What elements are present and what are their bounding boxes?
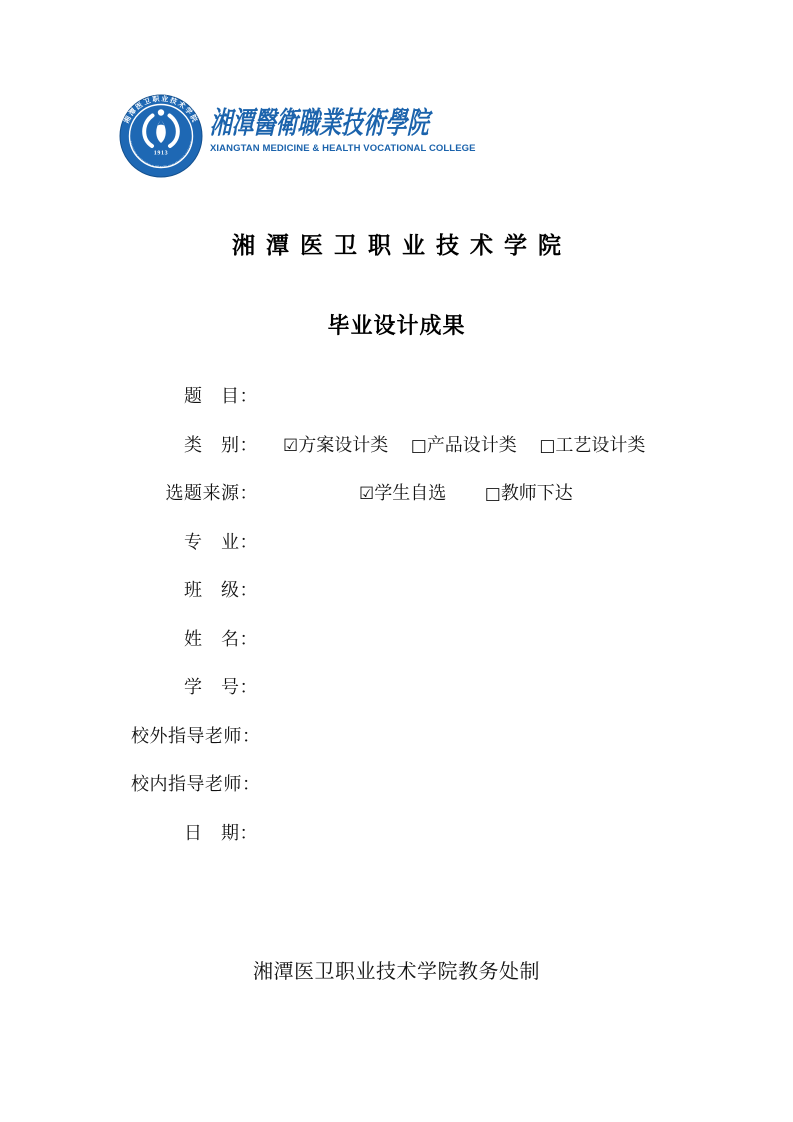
field-category-options xyxy=(283,431,691,457)
option-product-design-label: 产品设计类 xyxy=(426,434,517,455)
field-major xyxy=(131,517,691,566)
field-topic-source-label: 选题来源： xyxy=(165,483,258,504)
field-internal-advisor-label: 校内指导老师： xyxy=(131,774,261,795)
field-date-label: 日 期： xyxy=(184,822,258,843)
option-student-selected-label: 学生自选 xyxy=(374,483,447,504)
field-category-label: 类 别： xyxy=(184,434,258,455)
college-seal-icon xyxy=(119,94,203,178)
option-scheme-design xyxy=(283,435,388,455)
field-name xyxy=(131,614,691,663)
field-external-advisor-label: 校外指导老师： xyxy=(131,725,261,746)
college-name-calligraphy: 湘潭醫衛職業技術學院 xyxy=(209,107,430,140)
college-logo xyxy=(119,94,510,178)
option-scheme-design-label: 方案设计类 xyxy=(298,434,389,455)
checkbox-empty-icon: □ xyxy=(484,484,501,505)
field-internal-advisor xyxy=(131,759,691,808)
field-student-id-label: 学 号： xyxy=(184,677,258,698)
document-title: 湘潭医卫职业技术学院 xyxy=(232,232,572,258)
option-process-design-label: 工艺设计类 xyxy=(555,434,646,455)
seal-year: 1913 xyxy=(153,150,169,157)
field-class xyxy=(131,565,691,614)
field-date xyxy=(131,808,691,857)
seal-ring-text-en: XIANGTAN MEDICINE & HEALTH VOCATIONAL COLLEGE xyxy=(128,140,194,170)
seal-ring-text-cn: 湘潭医卫职业技术学院 xyxy=(122,94,200,125)
checkbox-checked-icon: ☑ xyxy=(283,435,299,456)
checkbox-empty-icon: □ xyxy=(410,435,427,456)
checkbox-checked-icon: ☑ xyxy=(359,484,375,505)
option-student-selected xyxy=(359,483,446,503)
field-topic-source-options xyxy=(359,479,691,505)
issuer-line: 湘潭医卫职业技术学院教务处制 xyxy=(253,961,540,983)
option-process-design xyxy=(539,435,645,455)
field-student-id xyxy=(131,662,691,711)
logo-text-block xyxy=(210,94,510,154)
field-topic-source xyxy=(131,468,691,517)
field-major-label: 专 业： xyxy=(184,531,258,552)
field-external-advisor xyxy=(131,711,691,760)
field-title xyxy=(131,371,691,420)
option-teacher-assigned-label: 教师下达 xyxy=(500,483,573,504)
field-category xyxy=(131,420,691,469)
cover-form xyxy=(131,371,691,856)
field-name-label: 姓 名： xyxy=(184,628,258,649)
document-subtitle: 毕业设计成果 xyxy=(327,313,466,338)
checkbox-empty-icon: □ xyxy=(539,435,556,456)
college-name-english: XIANGTAN MEDICINE & HEALTH VOCATIONAL COLLEGE xyxy=(210,143,476,154)
option-teacher-assigned xyxy=(485,483,573,503)
field-class-label: 班 级： xyxy=(184,580,258,601)
field-title-label: 题 目： xyxy=(184,386,258,407)
option-product-design xyxy=(411,435,517,455)
